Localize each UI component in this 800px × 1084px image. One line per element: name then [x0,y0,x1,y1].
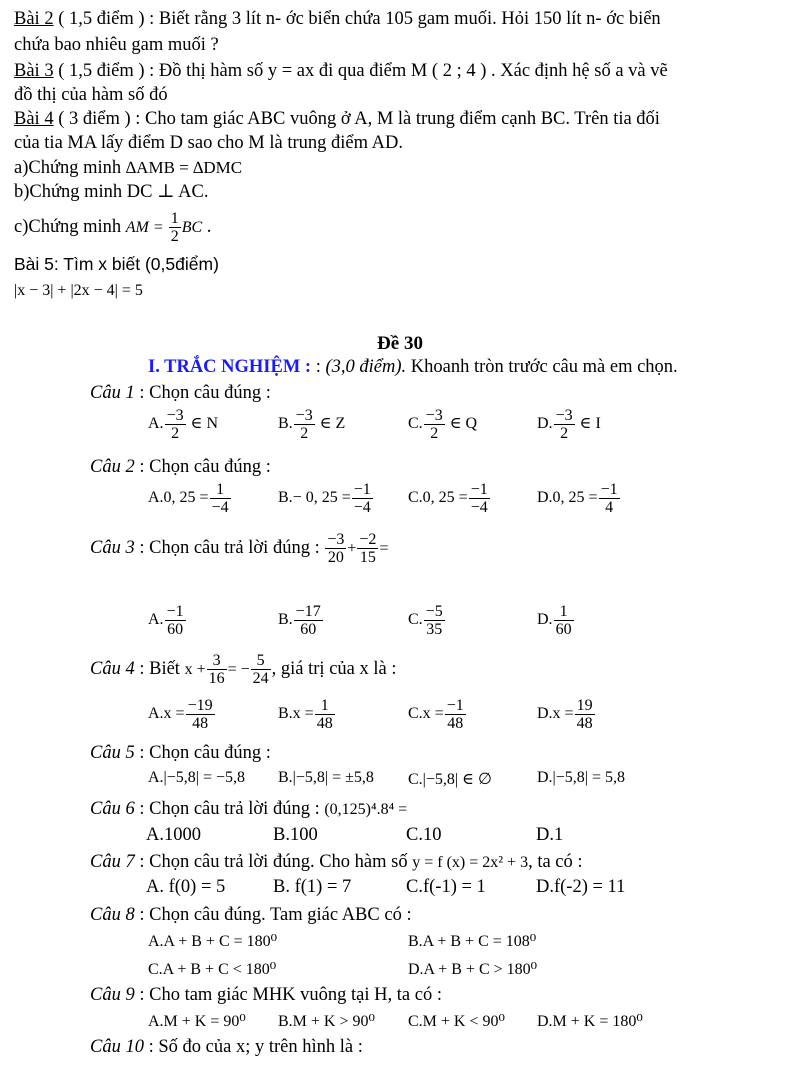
opt-prefix: A.0, 25 = [148,489,209,507]
frac-num: −1 [446,697,464,714]
cau5-question [90,742,271,764]
cau2-question [90,456,271,478]
cau6-question [90,798,407,821]
cau4-option-d[interactable] [537,697,596,732]
bai4-c-rhs: BC [181,219,203,236]
section-title: I. TRẮC NGHIỆM : [148,357,312,377]
bai4-c-lhs: AM = [125,219,168,236]
frac-den: 48 [316,715,333,732]
cau5-option-d[interactable]: D.|−5,8| = 5,8 [537,769,626,786]
opt-frac [294,407,315,442]
bai4-a [14,157,242,179]
cau2-option-a[interactable] [148,481,232,516]
frac-num: 5 [251,652,271,670]
cau5-option-a[interactable]: A.|−5,8| = −5,8 [148,769,246,786]
cau3-op: + [347,540,357,557]
cau4-mid: = − [227,661,250,678]
opt-prefix: B. [278,611,293,629]
cau2-text: : Chọn câu đúng : [134,457,271,477]
frac-den: 4 [605,499,614,516]
cau9-option-c[interactable]: C.M + K < 90⁰ [408,1013,505,1030]
frac-num: −1 [353,481,371,498]
opt-frac [294,603,323,638]
frac-den: 15 [359,549,376,567]
section-heading [148,357,678,378]
cau5-option-c[interactable]: C.|−5,8| ∈ ∅ [408,771,492,788]
frac-num: −17 [295,603,321,620]
opt-suffix: ∈ Q [449,415,478,433]
frac-num: −19 [187,697,213,714]
cau10-text: : Số đo của x; y trên hình là : [143,1037,363,1057]
bai4-line2: của tia MA lấy điểm D sao cho M là trung điểm AD. [14,133,403,153]
cau7-question [90,851,583,874]
bai5-title: Bài 5: Tìm x biết (0,5điểm) [14,254,219,274]
opt-prefix: B.− 0, 25 = [278,489,351,507]
frac-num: −3 [555,407,573,424]
cau2-option-d[interactable] [537,481,621,516]
cau5-option-b[interactable]: B.|−5,8| = ±5,8 [278,769,374,786]
section-points: (3,0 điểm). [325,357,407,377]
opt-suffix: ∈ I [579,415,601,433]
cau7-option-b[interactable]: B. f(1) = 7 [273,877,352,897]
cau4-option-b[interactable] [278,697,336,732]
cau6-option-b[interactable]: B.100 [273,825,318,845]
frac-den: 48 [192,715,209,732]
frac-den: 35 [426,621,443,638]
cau9-label: Câu 9 [90,985,135,1005]
bai4-c-text: c)Chứng minh [14,217,126,237]
frac-num: −1 [600,481,618,498]
cau3-option-d[interactable] [537,603,575,638]
opt-frac [554,603,574,638]
frac-num: 1 [210,481,231,499]
frac-den: 16 [208,670,225,688]
cau1-label: Câu 1 [90,383,135,403]
cau8-text: : Chọn câu đúng. Tam giác ABC có : [134,905,412,925]
cau6-text: : Chọn câu trả lời đúng : [134,799,325,819]
cau1-question [90,382,271,404]
cau7-label: Câu 7 [90,852,135,872]
cau1-option-b[interactable] [278,407,345,442]
frac-num: 3 [207,652,227,670]
frac-den: 2 [560,425,569,442]
cau8-label: Câu 8 [90,905,135,925]
cau1-option-d[interactable] [537,407,601,442]
opt-prefix: D.0, 25 = [537,489,598,507]
opt-frac [165,407,186,442]
cau3-frac2 [357,531,378,566]
frac-num: −3 [295,407,313,424]
cau1-option-a[interactable] [148,407,218,442]
opt-prefix: C.x = [408,705,444,723]
cau3-option-c[interactable] [408,603,446,638]
bai3-line1 [14,60,668,82]
frac-den: 48 [447,715,464,732]
cau2-label: Câu 2 [90,457,135,477]
cau7-post: , ta có : [528,852,583,872]
frac-den: 60 [300,621,317,638]
opt-prefix: A.x = [148,705,185,723]
de-title: Đề 30 [377,333,423,354]
frac-den: −4 [470,499,488,516]
bai5-expr: |x − 3| + |2x − 4| = 5 [14,282,143,299]
cau4-question [90,649,397,690]
cau10-label: Câu 10 [90,1037,144,1057]
opt-frac [210,481,231,516]
frac-den: 2 [300,425,309,442]
frac-den: 2 [171,425,180,442]
cau5-label: Câu 5 [90,743,135,763]
cau9-option-a[interactable]: A.M + K = 90⁰ [148,1013,246,1030]
frac-den: 24 [252,670,269,688]
opt-prefix: B. [278,415,293,433]
opt-suffix: ∈ N [190,415,218,433]
cau1-option-c[interactable] [408,407,477,442]
cau6-option-c[interactable]: C.10 [406,825,442,845]
cau5-text: : Chọn câu đúng : [134,743,271,763]
frac-num: 1 [315,697,335,715]
frac-den: 48 [576,715,593,732]
opt-prefix: A. [148,611,164,629]
cau3-frac1 [325,531,346,566]
bai3-line2: đồ thị của hàm số đó [14,85,168,105]
section-instruction: Khoanh tròn trước câu mà em chọn. [406,357,678,377]
cau6-expr: (0,125)⁴.8⁴ = [324,801,408,818]
cau8-option-d[interactable]: D.A + B + C > 180⁰ [408,961,538,978]
bai4-label: Bài 4 [14,109,54,129]
cau9-option-d[interactable]: D.M + K = 180⁰ [537,1013,643,1030]
frac-den: 2 [430,425,439,442]
opt-frac [599,481,620,516]
cau4-frac1 [207,652,227,687]
frac-den: 60 [555,621,572,638]
opt-frac [315,697,335,732]
cau9-text: : Cho tam giác MHK vuông tại H, ta có : [134,985,442,1005]
bai4-a-text: a)Chứng minh [14,158,126,178]
cau2-option-c[interactable] [408,481,491,516]
frac-den: 20 [327,549,344,567]
cau10-question [90,1036,363,1058]
opt-prefix: C. [408,415,423,433]
cau6-option-a[interactable]: A.1000 [146,825,201,845]
opt-frac [445,697,466,732]
cau7-option-c[interactable]: C.f(-1) = 1 [406,877,486,897]
bai2-label: Bài 2 [14,9,54,29]
frac-num: −1 [166,603,184,620]
opt-frac [469,481,490,516]
opt-frac [424,407,445,442]
frac-num: −1 [470,481,488,498]
frac-num: −3 [425,407,443,424]
opt-prefix: D. [537,611,553,629]
bai4-c-end: . [202,217,212,237]
bai4-c [14,207,211,248]
cau8-question [90,904,412,926]
frac-num: −2 [359,531,377,549]
bai2-text: ( 1,5 điểm ) : Biết rằng 3 lít n- ớc biển chứa 105 gam muối. Hỏi 150 lít n- ớc biển [53,9,661,29]
frac-num: −3 [166,407,184,424]
opt-prefix: D.x = [537,705,574,723]
opt-frac [424,603,445,638]
cau4-label: Câu 4 [90,659,135,679]
cau9-question [90,984,442,1006]
cau4-post: , giá trị của x là : [271,659,397,679]
bai2-line1 [14,8,661,30]
cau7-option-a[interactable]: A. f(0) = 5 [146,877,226,897]
cau3-option-b[interactable] [278,603,324,638]
cau4-pre: : Biết [134,659,185,679]
bai4-line1 [14,108,660,130]
cau3-option-a[interactable] [148,603,187,638]
cau9-option-b[interactable]: B.M + K > 90⁰ [278,1013,375,1030]
frac-den: 2 [170,228,179,246]
cau6-option-d[interactable]: D.1 [536,825,564,845]
cau2-option-b[interactable] [278,481,374,516]
cau4-x: x + [184,661,206,678]
frac-num: 19 [576,697,593,714]
cau1-text: : Chọn câu đúng : [134,383,271,403]
frac-num: −5 [425,603,443,620]
cau3-question [90,528,388,569]
bai2-line2: chứa bao nhiêu gam muối ? [14,35,219,55]
opt-suffix: ∈ Z [319,415,346,433]
cau4-frac2 [251,652,271,687]
section-sep: : [311,357,326,377]
frac-num: 1 [554,603,574,621]
frac-den: −4 [211,499,229,516]
cau3-label: Câu 3 [90,538,135,558]
cau7-option-d[interactable]: D.f(-2) = 11 [536,877,626,897]
cau3-eq: = [379,540,389,557]
opt-prefix: C.0, 25 = [408,489,468,507]
cau8-option-c[interactable]: C.A + B + C < 180⁰ [148,961,277,978]
opt-frac [165,603,186,638]
frac-num: 1 [170,210,179,228]
bai3-label: Bài 3 [14,61,54,81]
frac-den: 60 [167,621,184,638]
cau7-expr: y = f (x) = 2x² + 3 [412,854,529,871]
opt-prefix: A. [148,415,164,433]
bai4-b: b)Chứng minh DC ⊥ AC. [14,182,209,202]
opt-frac [186,697,215,732]
cau7-text: : Chọn câu trả lời đúng. Cho hàm số [134,852,413,872]
bai4-c-frac [169,210,181,245]
bai4-text: ( 3 điểm ) : Cho tam giác ABC vuông ở A, M là trung điểm cạnh BC. Trên tia đối [53,109,660,129]
opt-frac [352,481,373,516]
bai4-a-math: ∆AMB = ∆DMC [125,158,243,177]
frac-den: −4 [353,499,371,516]
cau4-option-a[interactable] [148,697,216,732]
cau8-option-a[interactable]: A.A + B + C = 180⁰ [148,933,278,950]
opt-frac [575,697,595,732]
frac-num: −3 [327,531,345,549]
cau3-text: : Chọn câu trả lời đúng : [134,538,325,558]
opt-prefix: C. [408,611,423,629]
cau4-option-c[interactable] [408,697,467,732]
opt-prefix: D. [537,415,553,433]
cau8-option-b[interactable]: B.A + B + C = 108⁰ [408,933,537,950]
bai3-text: ( 1,5 điểm ) : Đồ thị hàm số y = ax đi qua điểm M ( 2 ; 4 ) . Xác định hệ số a và vẽ [53,61,668,81]
opt-frac [554,407,575,442]
cau6-label: Câu 6 [90,799,135,819]
opt-prefix: B.x = [278,705,314,723]
